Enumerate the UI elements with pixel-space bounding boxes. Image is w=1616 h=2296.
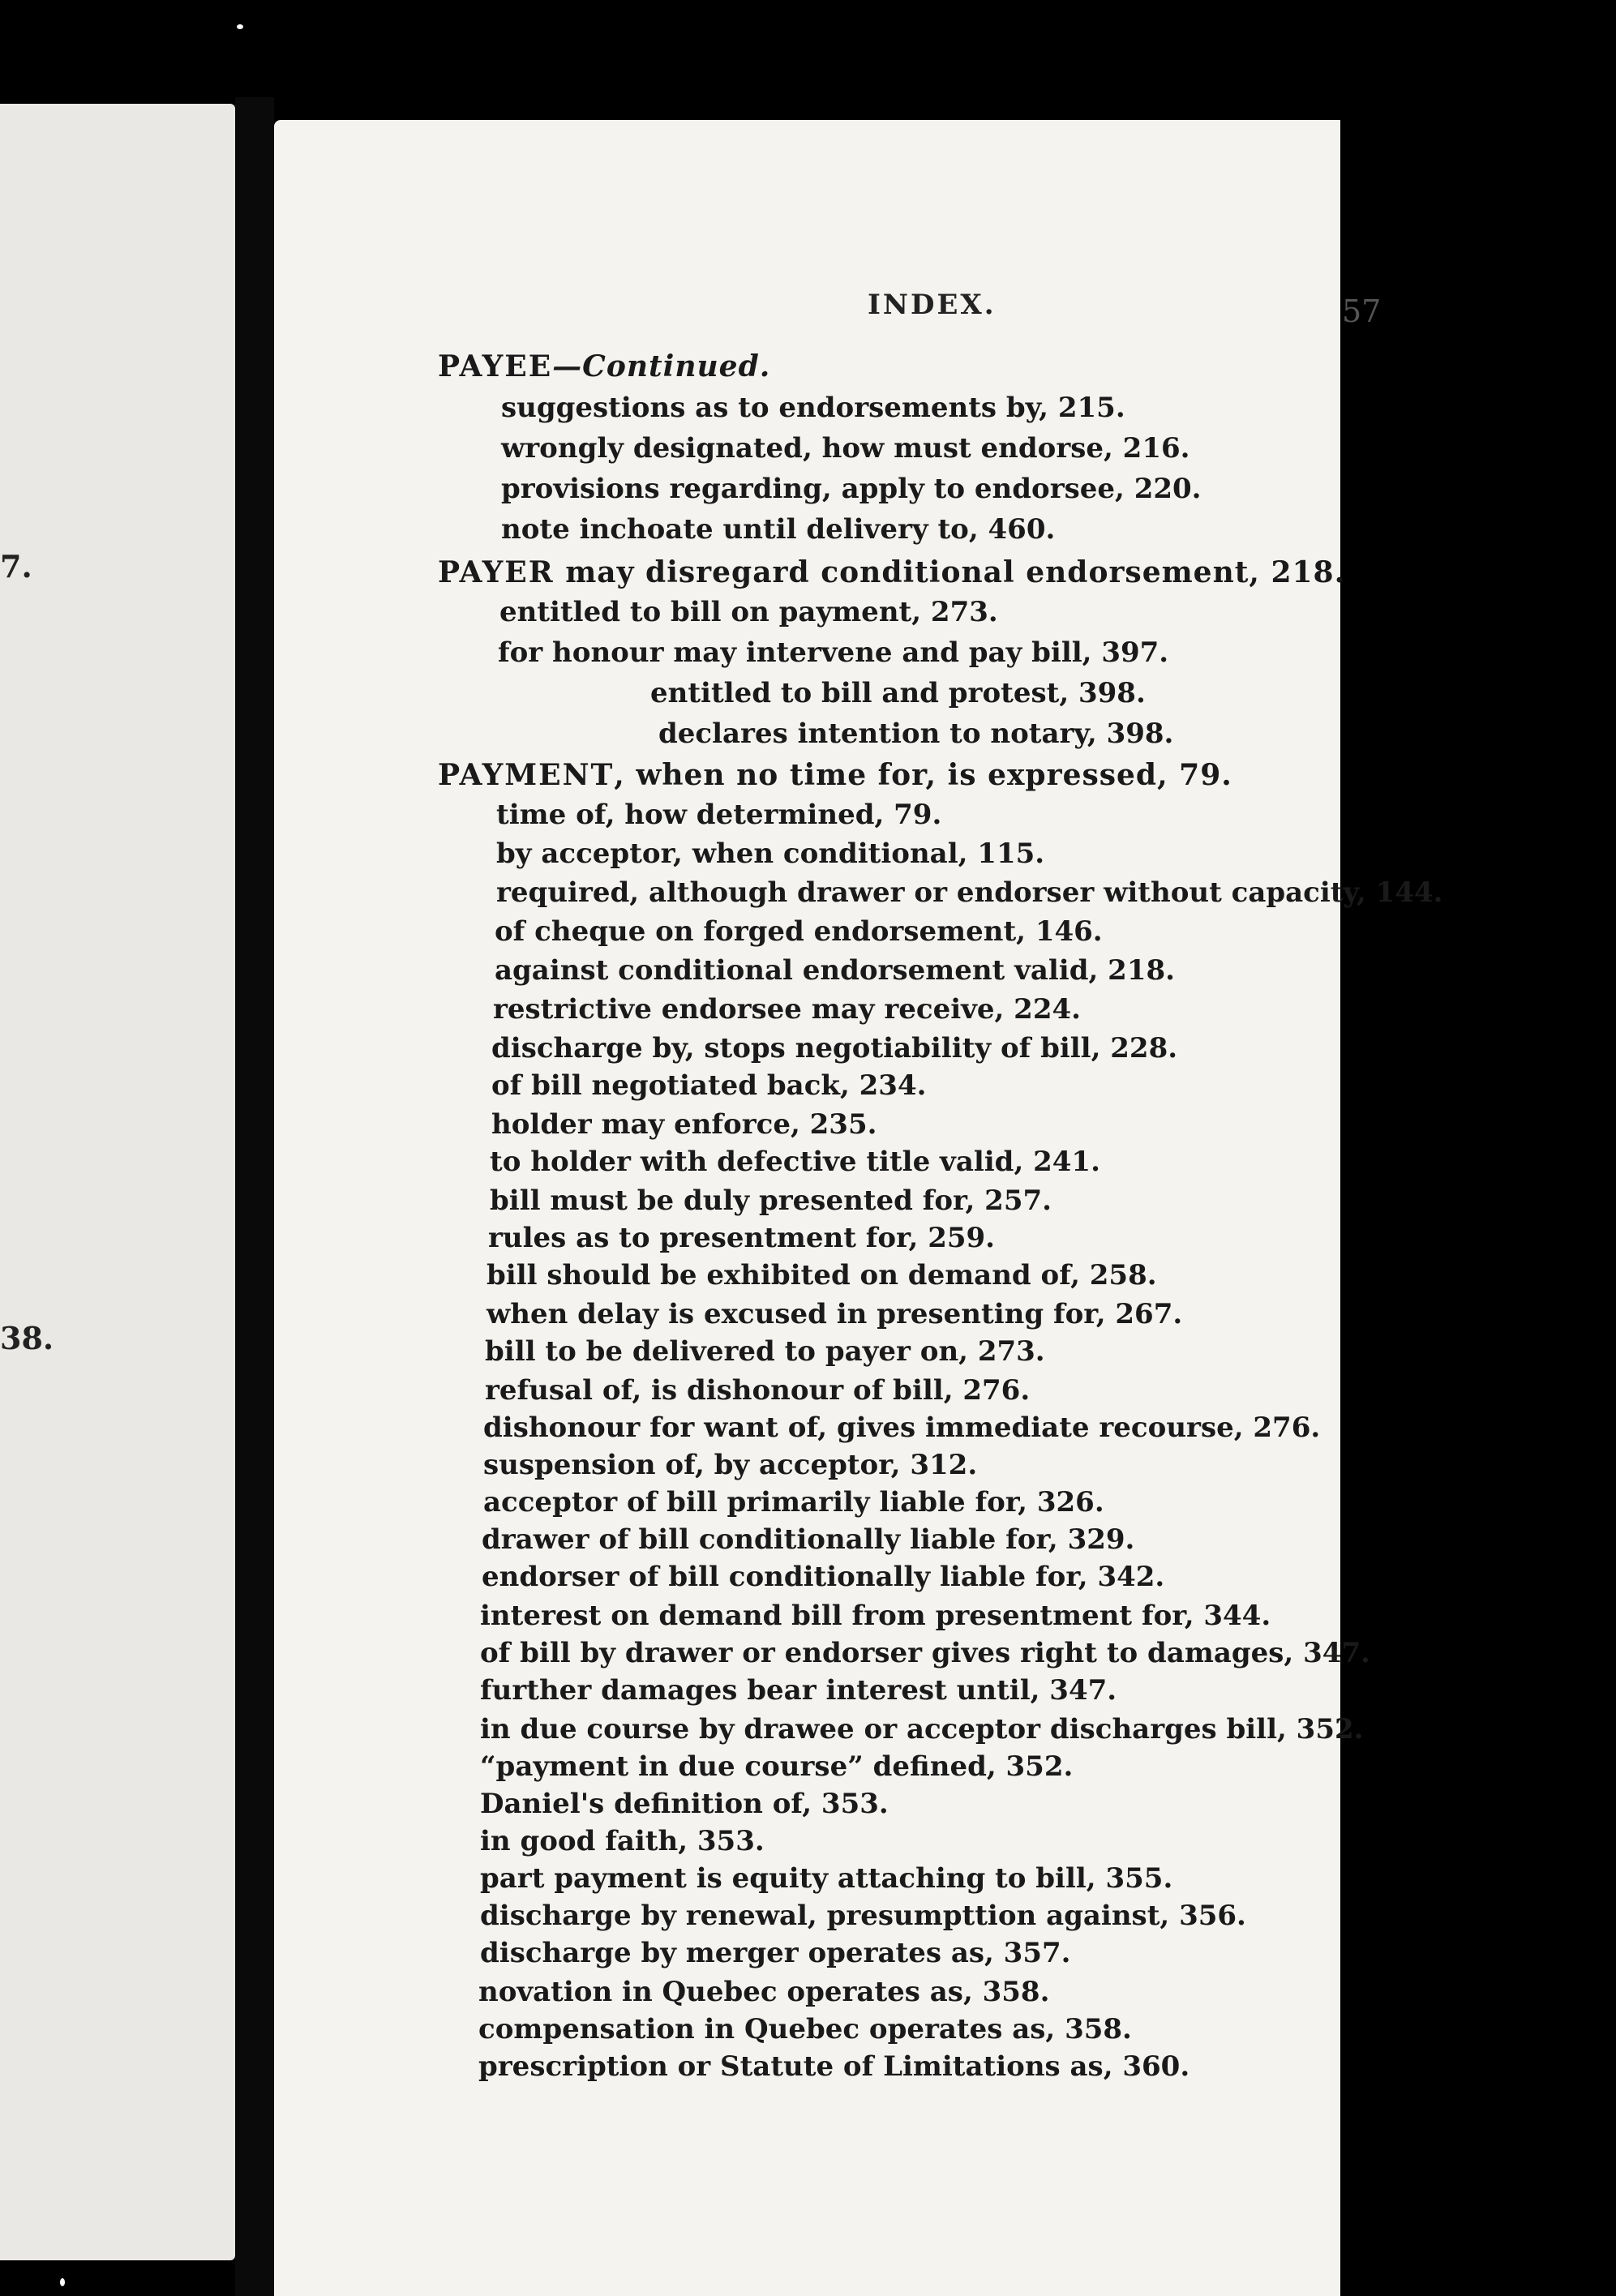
- index-subentry: discharge by, stops negotiability of bill, 228.: [491, 1032, 1178, 1064]
- index-subentry: restrictive endorsee may receive, 224.: [493, 993, 1081, 1026]
- heading-suffix: —Continued.: [552, 349, 771, 383]
- index-subentry: of cheque on forged endorsement, 146.: [495, 915, 1103, 948]
- index-subentry: Daniel's definition of, 353.: [480, 1788, 889, 1820]
- index-subentry: refusal of, is dishonour of bill, 276.: [485, 1374, 1031, 1407]
- index-subentry: rules as to presentment for, 259.: [488, 1222, 995, 1254]
- running-head: INDEX.: [868, 289, 997, 321]
- heading-suffix: , when no time for, is expressed, 79.: [614, 758, 1232, 792]
- index-subentry: time of, how determined, 79.: [496, 799, 942, 831]
- heading-word: PAYER: [438, 555, 555, 589]
- index-subentry: for honour may intervene and pay bill, 397.: [498, 636, 1169, 669]
- index-subentry: suggestions as to endorsements by, 215.: [501, 392, 1125, 424]
- index-subentry: endorser of bill conditionally liable for, 342.: [482, 1561, 1165, 1593]
- heading-word: PAYMENT: [438, 758, 615, 792]
- index-subentry: declares intention to notary, 398.: [658, 718, 1174, 750]
- index-subentry: against conditional endorsement valid, 218.: [495, 954, 1175, 987]
- index-subentry: bill should be exhibited on demand of, 258.: [487, 1259, 1157, 1292]
- index-heading-payer: [438, 555, 1346, 589]
- book-gutter: [235, 97, 274, 2296]
- heading-word: PAYEE: [438, 349, 553, 383]
- index-subentry: note inchoate until delivery to, 460.: [501, 513, 1056, 546]
- index-subentry: when delay is excused in presenting for, 267.: [487, 1298, 1183, 1330]
- index-subentry: to holder with defective title valid, 241.: [490, 1146, 1100, 1178]
- index-subentry: in good faith, 353.: [480, 1825, 765, 1857]
- index-subentry: bill to be delivered to payer on, 273.: [485, 1335, 1045, 1368]
- index-subentry: drawer of bill conditionally liable for, 329.: [482, 1523, 1135, 1556]
- index-subentry: of bill by drawer or endorser gives right to damages, 347.: [480, 1637, 1370, 1669]
- index-subentry: interest on demand bill from presentment for, 344.: [480, 1600, 1271, 1632]
- index-subentry: by acceptor, when conditional, 115.: [496, 837, 1045, 870]
- index-subentry: prescription or Statute of Limitations as, 360.: [478, 2050, 1190, 2083]
- index-subentry: of bill negotiated back, 234.: [491, 1069, 927, 1102]
- index-subentry: in due course by drawee or acceptor discharges bill, 352.: [480, 1713, 1364, 1746]
- index-subentry: wrongly designated, how must endorse, 216.: [501, 432, 1190, 465]
- page-number: 57: [1342, 293, 1382, 329]
- index-heading-payment: [438, 760, 1232, 790]
- previous-page: [0, 104, 235, 2260]
- scan-speck: [60, 2278, 65, 2286]
- index-subentry: part payment is equity attaching to bill, 355.: [480, 1862, 1173, 1895]
- index-subentry: required, although drawer or endorser without capacity, 144.: [496, 876, 1443, 909]
- index-subentry: suspension of, by acceptor, 312.: [483, 1449, 978, 1481]
- index-subentry: further damages bear interest until, 347.: [480, 1674, 1117, 1707]
- index-subentry: dishonour for want of, gives immediate recourse, 276.: [483, 1411, 1321, 1444]
- index-subentry: holder may enforce, 235.: [491, 1108, 877, 1141]
- index-subentry: discharge by renewal, presumpttion against, 356.: [480, 1900, 1246, 1932]
- index-subentry: “payment in due course” defined, 352.: [480, 1750, 1074, 1783]
- heading-suffix: may disregard conditional endorsement, 218.: [554, 555, 1346, 589]
- index-subentry: bill must be duly presented for, 257.: [490, 1184, 1052, 1217]
- previous-page-fragment: 38.: [0, 1320, 54, 1356]
- index-subentry: provisions regarding, apply to endorsee, 220.: [501, 473, 1202, 505]
- index-subentry: novation in Quebec operates as, 358.: [478, 1976, 1050, 2008]
- scan-background: [1340, 0, 1616, 2296]
- index-subentry: compensation in Quebec operates as, 358.: [478, 2013, 1132, 2045]
- index-heading-payee: [438, 349, 771, 383]
- index-subentry: entitled to bill on payment, 273.: [499, 596, 998, 628]
- index-subentry: discharge by merger operates as, 357.: [480, 1937, 1071, 1969]
- previous-page-fragment: 7.: [0, 548, 32, 585]
- index-subentry: acceptor of bill primarily liable for, 326.: [483, 1486, 1104, 1519]
- index-subentry: entitled to bill and protest, 398.: [650, 677, 1146, 709]
- scan-speck: [237, 24, 243, 29]
